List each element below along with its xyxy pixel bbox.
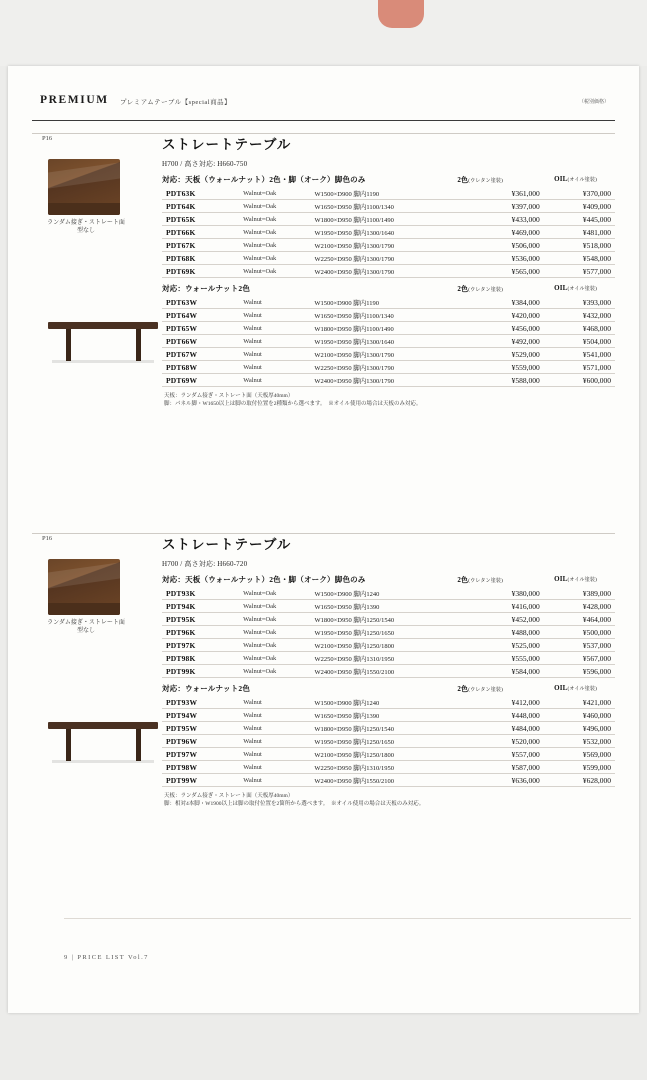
cell-code: PDT69W: [162, 374, 243, 387]
cell-size: W1650×D950 脚内1390: [314, 709, 462, 722]
cell-size: W1800×D950 脚内1100/1490: [315, 213, 463, 226]
table-row: [162, 626, 615, 639]
cell-price-oil: ¥393,000: [540, 296, 615, 309]
table-row: [162, 296, 615, 309]
cell-price-urethane: ¥636,000: [463, 774, 540, 787]
cell-material: Walnut=Oak: [243, 187, 314, 200]
table-row: [162, 322, 615, 335]
table-row: [162, 587, 615, 600]
table-row: [162, 374, 615, 387]
cell-size: W1500×D900 脚内1240: [315, 587, 463, 600]
product-section: [32, 133, 615, 503]
header-price-note: （税別価格）: [578, 100, 609, 105]
tabletop-thumbnail: [48, 559, 120, 615]
table-row: [162, 696, 615, 709]
cell-size: W1950×D950 脚内1300/1640: [315, 226, 463, 239]
cell-code: PDT66W: [162, 335, 243, 348]
cell-price-urethane: ¥557,000: [463, 748, 540, 761]
cell-price-oil: ¥571,000: [540, 361, 615, 374]
col-header-oil: OIL(オイル塗装): [554, 575, 597, 583]
cell-material: Walnut=Oak: [243, 200, 314, 213]
cell-price-urethane: ¥484,000: [463, 722, 540, 735]
cell-price-oil: ¥468,000: [540, 322, 615, 335]
cell-size: W1650×D950 脚内1100/1340: [314, 309, 462, 322]
table-row: [162, 761, 615, 774]
col-header-urethane: 2色(ウレタン塗装): [457, 285, 503, 293]
cell-price-urethane: ¥448,000: [463, 709, 540, 722]
price-table: [162, 187, 615, 278]
cell-price-urethane: ¥587,000: [463, 761, 540, 774]
table-row: [162, 709, 615, 722]
cell-price-oil: ¥389,000: [540, 587, 615, 600]
cell-code: PDT63K: [162, 187, 243, 200]
cell-material: Walnut: [243, 709, 314, 722]
cell-price-urethane: ¥452,000: [463, 613, 540, 626]
cell-size: W1650×D950 脚内1100/1340: [315, 200, 463, 213]
cell-code: PDT98W: [162, 761, 243, 774]
cell-size: W1950×D950 脚内1250/1650: [315, 626, 463, 639]
cell-price-oil: ¥370,000: [540, 187, 615, 200]
cell-size: W2400×D950 脚内1300/1790: [314, 374, 462, 387]
cell-code: PDT95W: [162, 722, 243, 735]
cell-material: Walnut=Oak: [243, 265, 314, 278]
table-row: [162, 748, 615, 761]
cell-material: Walnut=Oak: [243, 652, 314, 665]
cell-size: W1800×D950 脚内1250/1540: [315, 613, 463, 626]
price-table: [162, 587, 615, 678]
cell-price-oil: ¥577,000: [540, 265, 615, 278]
cell-price-oil: ¥464,000: [540, 613, 615, 626]
cell-code: PDT64W: [162, 309, 243, 322]
cell-material: Walnut: [243, 309, 314, 322]
col-header-urethane: 2色(ウレタン塗装): [457, 576, 503, 584]
cell-code: PDT97K: [162, 639, 243, 652]
cell-material: Walnut=Oak: [243, 600, 314, 613]
cell-price-urethane: ¥416,000: [463, 600, 540, 613]
cell-size: W2400×D950 脚内1550/2100: [314, 774, 462, 787]
catalog-page: [8, 66, 639, 1013]
table-row: [162, 348, 615, 361]
cell-material: Walnut: [243, 296, 314, 309]
cell-code: PDT99K: [162, 665, 243, 678]
header-subtitle: プレミアムテーブル【special商品】: [120, 99, 232, 106]
price-table: [162, 696, 615, 787]
section-content: [162, 133, 615, 409]
section-content: [162, 533, 615, 809]
cell-price-urethane: ¥412,000: [463, 696, 540, 709]
decorative-shape: [378, 0, 424, 28]
cell-price-urethane: ¥525,000: [463, 639, 540, 652]
cell-price-urethane: ¥456,000: [463, 322, 540, 335]
product-spec: H700 / 高さ対応: H660-720: [162, 560, 248, 568]
cell-price-oil: ¥432,000: [540, 309, 615, 322]
cell-size: W1950×D950 脚内1250/1650: [314, 735, 462, 748]
cell-material: Walnut=Oak: [243, 239, 314, 252]
table-row: [162, 600, 615, 613]
cell-price-oil: ¥628,000: [540, 774, 615, 787]
col-header-urethane: 2色(ウレタン塗装): [457, 176, 503, 184]
cell-code: PDT64K: [162, 200, 243, 213]
cell-price-urethane: ¥488,000: [463, 626, 540, 639]
cell-price-urethane: ¥433,000: [463, 213, 540, 226]
cell-price-oil: ¥532,000: [540, 735, 615, 748]
section-footnotes: 天板：ランダム接ぎ・ストレート面（天板厚40mm） 脚：相対4本脚・W1900以上は脚の取付位置を2箇所から選べます。 ※オイル使用の場合は天板のみ対応。: [164, 793, 425, 808]
cell-code: PDT67K: [162, 239, 243, 252]
cell-material: Walnut=Oak: [243, 626, 314, 639]
option-label: 対応：ウォールナット2色: [162, 684, 251, 693]
cell-material: Walnut: [243, 696, 314, 709]
cell-size: W1500×D900 脚内1190: [314, 296, 462, 309]
cell-price-oil: ¥460,000: [540, 709, 615, 722]
cell-price-oil: ¥569,000: [540, 748, 615, 761]
tabletop-thumbnail: [48, 159, 120, 215]
product-spec: H700 / 高さ対応: H660-750: [162, 160, 248, 168]
cell-price-oil: ¥548,000: [540, 252, 615, 265]
product-title: ストレートテーブル: [162, 137, 292, 152]
price-table: [162, 296, 615, 387]
table-row: [162, 665, 615, 678]
page-inner: [32, 90, 615, 989]
cell-price-urethane: ¥565,000: [463, 265, 540, 278]
section-page-code: P16: [42, 135, 53, 142]
col-header-oil: OIL(オイル塗装): [554, 284, 597, 292]
cell-material: Walnut=Oak: [243, 639, 314, 652]
cell-price-urethane: ¥492,000: [463, 335, 540, 348]
table-row: [162, 361, 615, 374]
table-photo: [48, 708, 158, 772]
cell-code: PDT65W: [162, 322, 243, 335]
cell-code: PDT93W: [162, 696, 243, 709]
cell-price-urethane: ¥536,000: [463, 252, 540, 265]
cell-price-oil: ¥518,000: [540, 239, 615, 252]
cell-price-urethane: ¥380,000: [463, 587, 540, 600]
cell-material: Walnut=Oak: [243, 587, 314, 600]
cell-material: Walnut=Oak: [243, 613, 314, 626]
cell-price-oil: ¥409,000: [540, 200, 615, 213]
col-header-oil: OIL(オイル塗装): [554, 684, 597, 692]
cell-size: W1500×D900 脚内1190: [315, 187, 463, 200]
cell-code: PDT98K: [162, 652, 243, 665]
cell-size: W2250×D950 脚内1300/1790: [314, 361, 462, 374]
cell-material: Walnut=Oak: [243, 665, 314, 678]
cell-code: PDT68W: [162, 361, 243, 374]
cell-material: Walnut: [243, 774, 314, 787]
table-row: [162, 639, 615, 652]
option-line: [162, 174, 615, 185]
table-row: [162, 187, 615, 200]
sections-container: [32, 133, 615, 903]
cell-material: Walnut=Oak: [243, 226, 314, 239]
cell-material: Walnut=Oak: [243, 252, 314, 265]
table-row: [162, 774, 615, 787]
cell-material: Walnut: [243, 335, 314, 348]
header-premium-title: PREMIUM: [40, 94, 109, 106]
cell-price-urethane: ¥584,000: [463, 665, 540, 678]
cell-price-urethane: ¥469,000: [463, 226, 540, 239]
cell-price-oil: ¥428,000: [540, 600, 615, 613]
cell-code: PDT96W: [162, 735, 243, 748]
cell-size: W2400×D950 脚内1550/2100: [315, 665, 463, 678]
cell-material: Walnut=Oak: [243, 213, 314, 226]
product-title: ストレートテーブル: [162, 537, 292, 552]
cell-size: W2100×D950 脚内1300/1790: [314, 348, 462, 361]
section-page-code: P16: [42, 535, 53, 542]
option-line: [162, 283, 615, 294]
cell-size: W2100×D950 脚内1250/1800: [314, 748, 462, 761]
cell-price-oil: ¥421,000: [540, 696, 615, 709]
cell-price-oil: ¥541,000: [540, 348, 615, 361]
table-row: [162, 722, 615, 735]
cell-material: Walnut: [243, 722, 314, 735]
cell-price-urethane: ¥588,000: [463, 374, 540, 387]
cell-code: PDT69K: [162, 265, 243, 278]
cell-price-urethane: ¥506,000: [463, 239, 540, 252]
cell-price-oil: ¥496,000: [540, 722, 615, 735]
page-header: [32, 90, 615, 121]
page-footer: 9 | PRICE LIST Vol.7: [64, 954, 149, 961]
table-row: [162, 239, 615, 252]
cell-price-oil: ¥600,000: [540, 374, 615, 387]
col-header-oil: OIL(オイル塗装): [554, 175, 597, 183]
table-row: [162, 309, 615, 322]
table-row: [162, 735, 615, 748]
cell-size: W2250×D950 脚内1310/1950: [315, 652, 463, 665]
cell-price-urethane: ¥555,000: [463, 652, 540, 665]
table-row: [162, 200, 615, 213]
col-header-urethane: 2色(ウレタン塗装): [457, 685, 503, 693]
cell-code: PDT67W: [162, 348, 243, 361]
table-row: [162, 265, 615, 278]
table-row: [162, 226, 615, 239]
cell-material: Walnut: [243, 374, 314, 387]
option-label: 対応：ウォールナット2色: [162, 284, 251, 293]
cell-price-urethane: ¥361,000: [463, 187, 540, 200]
table-row: [162, 652, 615, 665]
table-row: [162, 252, 615, 265]
table-row: [162, 335, 615, 348]
cell-size: W2400×D950 脚内1300/1790: [315, 265, 463, 278]
cell-code: PDT94K: [162, 600, 243, 613]
cell-price-oil: ¥445,000: [540, 213, 615, 226]
cell-price-oil: ¥504,000: [540, 335, 615, 348]
thumbnail-caption: ランダム接ぎ・ストレート面 型なし: [47, 620, 125, 635]
cell-size: W2250×D950 脚内1300/1790: [315, 252, 463, 265]
cell-code: PDT65K: [162, 213, 243, 226]
cell-code: PDT93K: [162, 587, 243, 600]
product-section: [32, 533, 615, 903]
cell-size: W2100×D950 脚内1300/1790: [315, 239, 463, 252]
cell-size: W1500×D900 脚内1240: [314, 696, 462, 709]
cell-size: W2100×D950 脚内1250/1800: [315, 639, 463, 652]
option-line: [162, 574, 615, 585]
cell-code: PDT66K: [162, 226, 243, 239]
option-line: [162, 683, 615, 694]
cell-price-oil: ¥537,000: [540, 639, 615, 652]
cell-price-oil: ¥481,000: [540, 226, 615, 239]
cell-material: Walnut: [243, 322, 314, 335]
cell-code: PDT63W: [162, 296, 243, 309]
cell-price-urethane: ¥529,000: [463, 348, 540, 361]
cell-material: Walnut: [243, 761, 314, 774]
section-footnotes: 天板：ランダム接ぎ・ストレート面（天板厚40mm） 脚：パネル脚・W1650以上は脚の取付位置を2種類から選べます。 ※オイル使用の場合は天板のみ対応。: [164, 393, 422, 408]
cell-price-urethane: ¥559,000: [463, 361, 540, 374]
cell-price-urethane: ¥397,000: [463, 200, 540, 213]
table-row: [162, 613, 615, 626]
cell-size: W1800×D950 脚内1100/1490: [314, 322, 462, 335]
cell-code: PDT97W: [162, 748, 243, 761]
cell-material: Walnut: [243, 735, 314, 748]
cell-code: PDT96K: [162, 626, 243, 639]
cell-material: Walnut: [243, 361, 314, 374]
thumbnail-caption: ランダム接ぎ・ストレート面 型なし: [47, 220, 125, 235]
option-label: 対応：天板（ウォールナット）2色・脚（オーク）脚色のみ: [162, 175, 366, 184]
cell-price-oil: ¥567,000: [540, 652, 615, 665]
cell-price-urethane: ¥420,000: [463, 309, 540, 322]
cell-code: PDT94W: [162, 709, 243, 722]
cell-price-oil: ¥596,000: [540, 665, 615, 678]
cell-price-oil: ¥500,000: [540, 626, 615, 639]
cell-size: W1800×D950 脚内1250/1540: [314, 722, 462, 735]
cell-price-oil: ¥599,000: [540, 761, 615, 774]
footer-divider: [64, 918, 631, 919]
cell-code: PDT95K: [162, 613, 243, 626]
cell-size: W1650×D950 脚内1390: [315, 600, 463, 613]
table-row: [162, 213, 615, 226]
cell-material: Walnut: [243, 348, 314, 361]
cell-price-urethane: ¥384,000: [463, 296, 540, 309]
cell-code: PDT68K: [162, 252, 243, 265]
table-photo: [48, 308, 158, 372]
cell-price-urethane: ¥520,000: [463, 735, 540, 748]
cell-size: W1950×D950 脚内1300/1640: [314, 335, 462, 348]
top-strip: [0, 0, 647, 66]
cell-size: W2250×D950 脚内1310/1950: [314, 761, 462, 774]
cell-material: Walnut: [243, 748, 314, 761]
option-label: 対応：天板（ウォールナット）2色・脚（オーク）脚色のみ: [162, 575, 366, 584]
cell-code: PDT99W: [162, 774, 243, 787]
